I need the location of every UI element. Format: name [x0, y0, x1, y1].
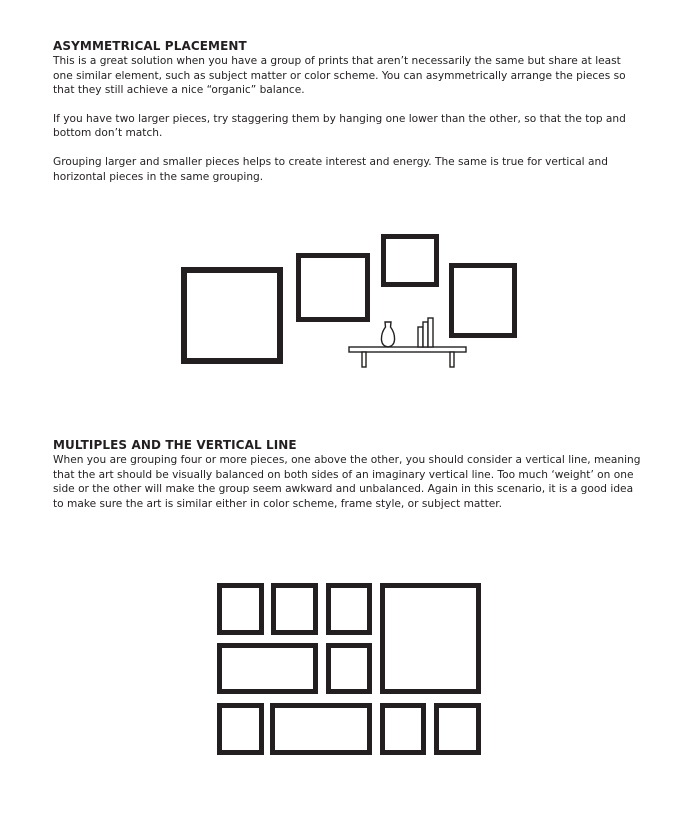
- frame-grid-large: [383, 586, 479, 692]
- paragraph: When you are grouping four or more pieces, one above the other, you should consider a vertical line, meaning that the art should be visually balanced on both sides of an imaginary vertical line. Too much ‘weight’ on one side or the other will make the group seem awkward and unbalanced. Again in this scenario, it is a good idea to make sure the art is similar either in color scheme, frame style, or subject matter.: [53, 454, 641, 510]
- section-multiples-vertical-line: [53, 438, 643, 511]
- frame-grid-wide: [273, 706, 370, 753]
- frame-right: [452, 266, 515, 336]
- frame-medium: [299, 256, 368, 320]
- shelf: [349, 347, 466, 367]
- frame-small-top: [384, 237, 437, 285]
- vertical-line-grid-illustration: [220, 586, 479, 753]
- paragraph: This is a great solution when you have a group of prints that aren’t necessarily the same but share at least one similar element, such as subject matter or color scheme. You can asymmetrically arrange the pieces so that they still achieve a nice “organic” balance.: [53, 55, 626, 97]
- paragraph: Grouping larger and smaller pieces helps to create interest and energy. The same is true for vertical and horizontal pieces in the same grouping.: [53, 155, 608, 183]
- frame-large-left: [184, 270, 280, 361]
- frame-grid-wide: [220, 646, 316, 692]
- paragraph: If you have two larger pieces, try staggering them by hanging one lower than the other, so that the top and bottom don’t match.: [53, 112, 626, 140]
- frame-grid: [437, 706, 479, 753]
- section-heading: ASYMMETRICAL PLACEMENT: [53, 39, 247, 53]
- vase-icon: [381, 322, 394, 347]
- frame-grid: [329, 586, 370, 633]
- books-icon: [418, 318, 433, 347]
- frame-grid: [383, 706, 424, 753]
- frame-grid: [220, 706, 262, 753]
- section-heading: MULTIPLES AND THE VERTICAL LINE: [53, 438, 297, 452]
- frame-grid: [274, 586, 316, 633]
- frame-grid: [329, 646, 370, 692]
- frame-grid: [220, 586, 262, 633]
